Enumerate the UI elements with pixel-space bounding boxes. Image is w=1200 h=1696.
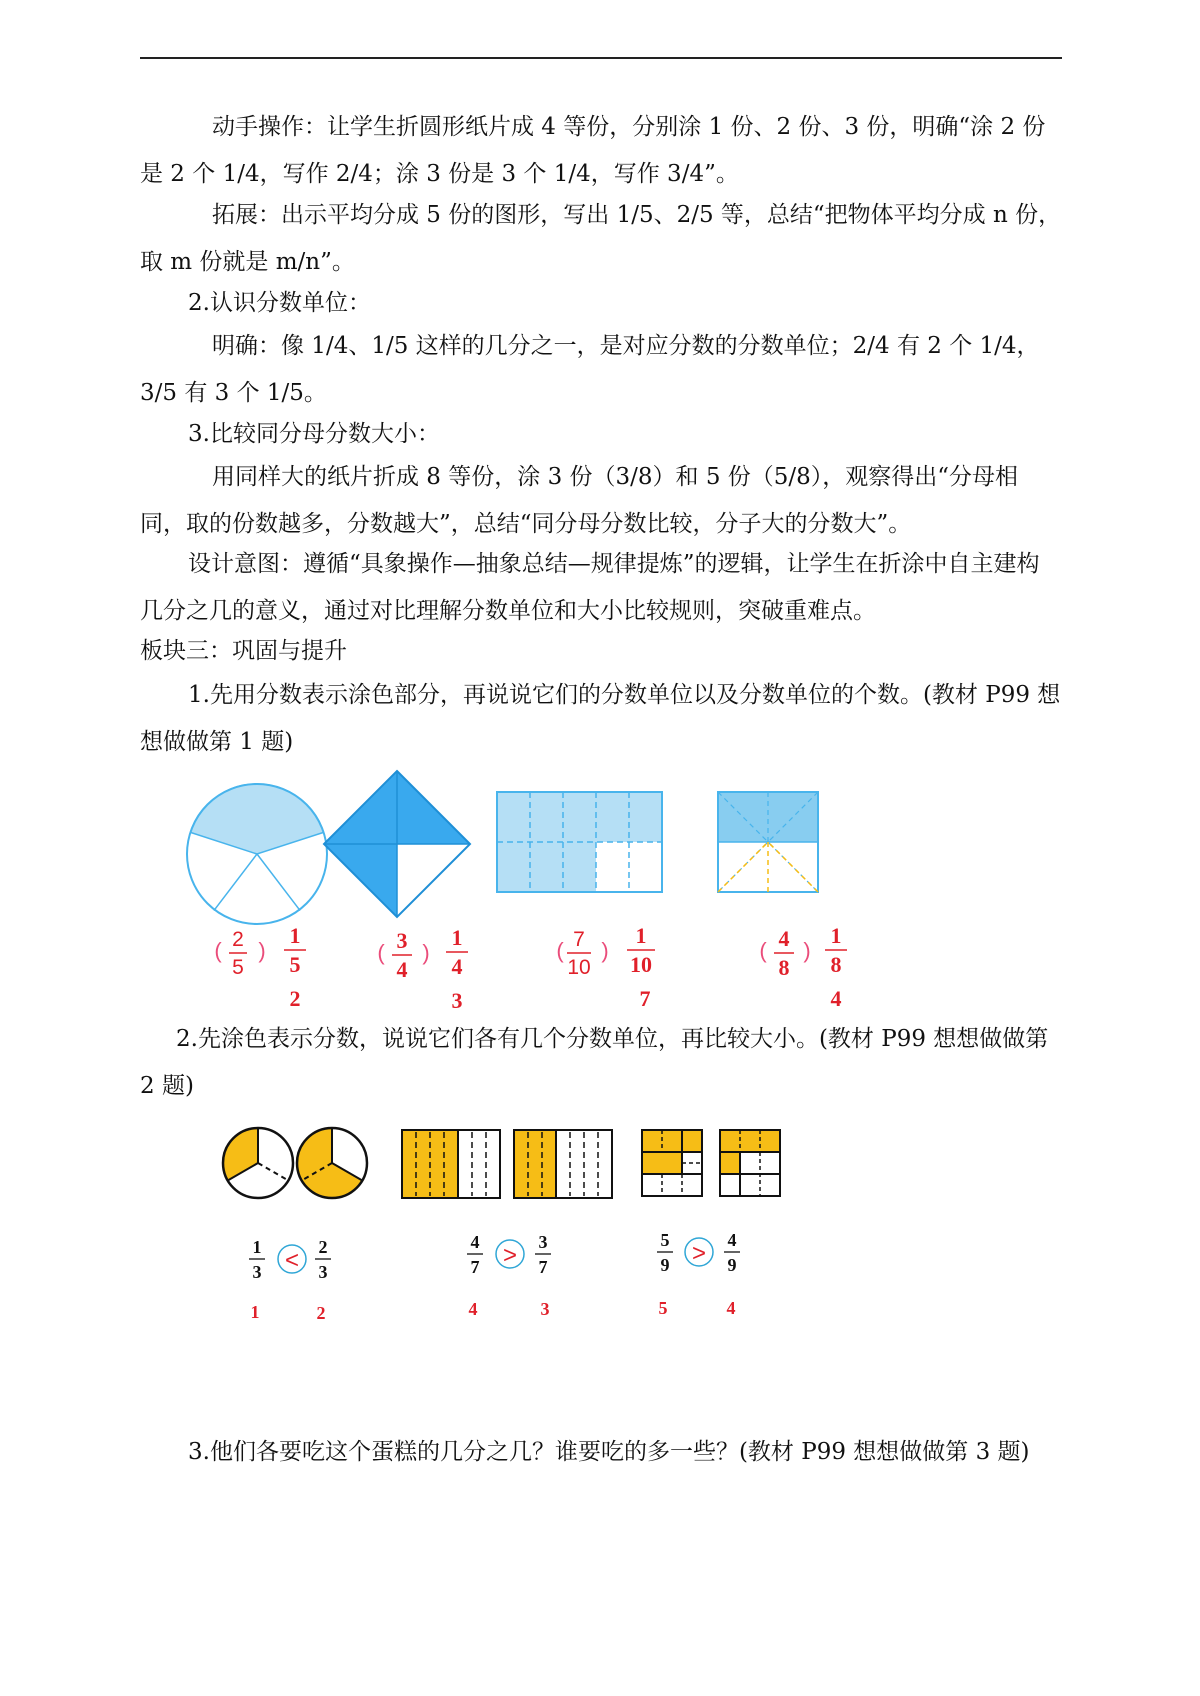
answer-numerator: 7 — [573, 928, 585, 951]
unit-count: 7 — [639, 986, 651, 1008]
unit-denominator: 4 — [451, 954, 463, 979]
answer-group-3 — [556, 923, 655, 1008]
exercise-1-prompt: 1.先用分数表示涂色部分，再说说它们的分数单位以及分数单位的个数。(教材 P99 想想做做第 1 题) — [140, 682, 1061, 755]
square-eighths-figure — [718, 792, 818, 892]
unit-numerator: 1 — [289, 923, 301, 948]
heading-fraction-unit: 2.认识分数单位： — [188, 290, 371, 316]
unit-count: 2 — [289, 986, 301, 1008]
left-denominator: 7 — [470, 1257, 480, 1277]
grid-four-ninths-figure — [720, 1130, 780, 1196]
unit-numerator: 1 — [635, 923, 647, 948]
unit-denominator: 10 — [630, 952, 652, 977]
exercise-2-figures — [220, 1118, 820, 1418]
unit-numerator: 1 — [451, 925, 463, 950]
diamond-quarters-figure — [324, 771, 470, 917]
left-denominator: 9 — [660, 1255, 670, 1275]
paragraph-hands-on: 动手操作：让学生折圆形纸片成 4 等份，分别涂 1 份、2 份、3 份，明确“涂 2 份是 2 个 1/4，写作 2/4；涂 3 份是 3 个 1/4，写作 3/4”。 — [140, 114, 1046, 187]
answer-group-4 — [759, 923, 847, 1008]
right-denominator: 7 — [538, 1257, 548, 1277]
unit-count: 3 — [451, 988, 463, 1008]
left-numerator: 1 — [252, 1237, 262, 1257]
unit-numerator: 1 — [830, 923, 842, 948]
comparison-3 — [657, 1230, 740, 1318]
right-unit-count: 3 — [540, 1299, 550, 1319]
comparison-1 — [249, 1237, 331, 1323]
circle-one-third-figure — [223, 1128, 293, 1198]
paren-close: ) — [422, 940, 430, 965]
comparison-sign: < — [284, 1247, 300, 1274]
paragraph-clarify: 明确：像 1/4、1/5 这样的几分之一，是对应分数的分数单位；2/4 有 2 个 1/4，3/5 有 3 个 1/5。 — [140, 333, 1040, 406]
right-numerator: 4 — [727, 1230, 737, 1250]
paragraph-design-intent: 设计意图：遵循“具象操作—抽象总结—规律提炼”的逻辑，让学生在折涂中自主建构几分之几的意义，通过对比理解分数单位和大小比较规则，突破重难点。 — [140, 551, 1040, 624]
grid-five-ninths-figure — [642, 1130, 702, 1196]
answer-group-2 — [377, 925, 468, 1008]
answer-numerator: 4 — [778, 926, 790, 951]
answer-numerator: 3 — [396, 928, 408, 953]
left-unit-count: 1 — [250, 1302, 260, 1322]
paren-open: ( — [759, 938, 767, 963]
answer-numerator: 2 — [232, 928, 244, 951]
circle-fifths-figure — [187, 784, 327, 924]
comparison-sign: > — [502, 1242, 518, 1269]
right-denominator: 3 — [318, 1262, 328, 1282]
left-denominator: 3 — [252, 1262, 262, 1282]
rectangle-tenths-figure — [497, 792, 662, 892]
comparison-sign: > — [691, 1240, 707, 1267]
circle-two-thirds-figure — [297, 1128, 367, 1198]
left-unit-count: 4 — [468, 1299, 478, 1319]
section-heading-consolidation: 板块三：巩固与提升 — [140, 638, 347, 664]
right-numerator: 2 — [318, 1237, 328, 1257]
paren-close: ) — [601, 938, 609, 963]
comparison-2 — [467, 1232, 551, 1319]
paren-open: ( — [556, 938, 564, 963]
left-numerator: 4 — [470, 1232, 480, 1252]
paren-open: ( — [377, 940, 385, 965]
heading-compare: 3.比较同分母分数大小： — [188, 421, 440, 447]
rect-four-sevenths-figure — [402, 1130, 500, 1198]
left-numerator: 5 — [660, 1230, 670, 1250]
answer-denominator: 10 — [567, 956, 591, 979]
unit-denominator: 8 — [830, 952, 842, 977]
unit-denominator: 5 — [289, 952, 301, 977]
paren-close: ) — [258, 938, 266, 963]
right-numerator: 3 — [538, 1232, 548, 1252]
answer-group-1 — [214, 923, 306, 1008]
paragraph-compare-activity: 用同样大的纸片折成 8 等份，涂 3 份（3/8）和 5 份（5/8），观察得出“分母相同，取的份数越多，分数越大”，总结“同分母分数比较，分子大的分数大”。 — [140, 464, 1019, 537]
left-unit-count: 5 — [658, 1298, 668, 1318]
paren-close: ) — [803, 938, 811, 963]
unit-count: 4 — [830, 986, 842, 1008]
exercise-2-prompt: 2.先涂色表示分数，说说它们各有几个分数单位，再比较大小。(教材 P99 想想做做第 2 题) — [140, 1026, 1049, 1099]
exercise-1-figures — [180, 768, 930, 1008]
answer-denominator: 5 — [232, 956, 244, 979]
header-rule — [140, 57, 1062, 59]
answer-denominator: 8 — [778, 955, 790, 980]
answer-denominator: 4 — [396, 957, 408, 982]
right-denominator: 9 — [727, 1255, 737, 1275]
exercise-3-prompt: 3.他们各要吃这个蛋糕的几分之几？谁要吃的多一些？(教材 P99 想想做做第 3 题) — [188, 1439, 1030, 1465]
rect-three-sevenths-figure — [514, 1130, 612, 1198]
paragraph-extension: 拓展：出示平均分成 5 份的图形，写出 1/5、2/5 等，总结“把物体平均分成 n 份，取 m 份就是 m/n”。 — [140, 202, 1062, 275]
right-unit-count: 2 — [316, 1303, 326, 1323]
right-unit-count: 4 — [726, 1298, 736, 1318]
paren-open: ( — [214, 938, 222, 963]
